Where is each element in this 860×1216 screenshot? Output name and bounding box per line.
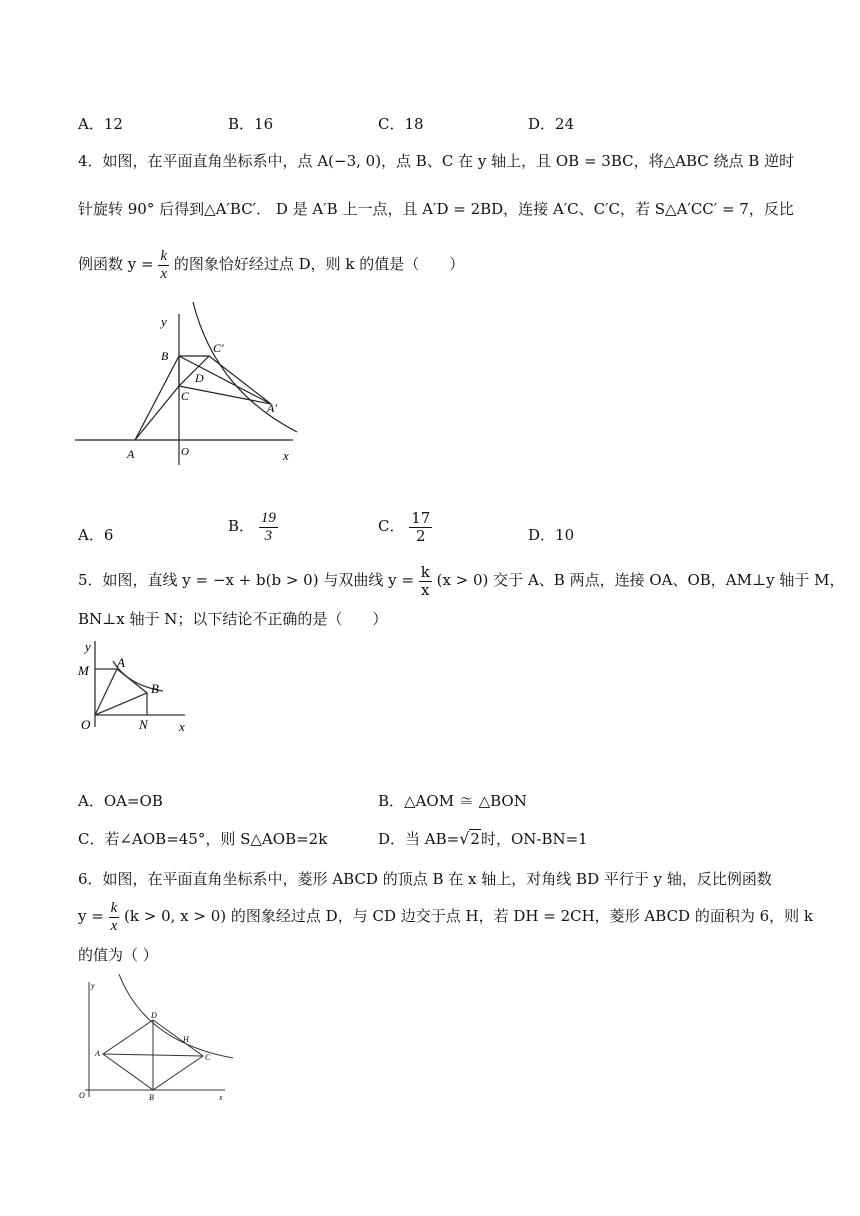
q4-option-d: D．10 bbox=[528, 526, 575, 544]
q5-figure bbox=[75, 635, 195, 735]
q4-hyperbola bbox=[193, 302, 297, 432]
q4-line-1: 4．如图，在平面直角坐标系中，点 A(−3, 0)，点 B、C 在 y 轴上，且 OB = 3BC，将△ABC 绕点 B 逆时 bbox=[78, 152, 795, 170]
q4-label-c: C bbox=[181, 389, 190, 403]
q5-label-x: x bbox=[179, 719, 185, 734]
q5-label-n: N bbox=[139, 717, 148, 732]
q4-option-b-denominator: 3 bbox=[264, 527, 273, 544]
q5-label-a: A bbox=[117, 655, 125, 670]
q5-label-b: B bbox=[151, 681, 159, 696]
q6-label-a: A bbox=[95, 1049, 100, 1058]
q4-line-3 bbox=[78, 248, 464, 282]
q4-fraction-denominator: x bbox=[160, 265, 168, 282]
q5-option-d: D．当 AB=√2时，ON-BN=1 bbox=[378, 829, 588, 848]
q6-line-2: y = $\frac{k}{x}$ (k > 0, x > 0) 的图象经过点 D，与 CD 边交于点 H，若 DH = 2CH，菱形 ABCD 的面积为 6，则 k bbox=[78, 900, 814, 934]
q5-label-y: y bbox=[85, 639, 91, 654]
q6-fraction-numerator: k bbox=[110, 900, 118, 916]
q4-label-o: O bbox=[181, 446, 189, 458]
q6-label-h: H bbox=[183, 1035, 189, 1044]
q4-option-c-numerator: 17 bbox=[411, 509, 431, 527]
q4-label-x: x bbox=[283, 448, 289, 463]
q4-figure bbox=[75, 300, 305, 470]
q3-option-a: A．12 bbox=[78, 115, 123, 133]
q6-label-x: x bbox=[219, 1093, 223, 1102]
q4-fraction bbox=[158, 248, 169, 282]
q4-label-a: A bbox=[127, 447, 135, 461]
q5-fraction-numerator: k bbox=[420, 563, 430, 581]
q4-label-b: B bbox=[161, 349, 169, 363]
q3-option-b: B．16 bbox=[228, 115, 274, 133]
q5-fraction-denominator: x bbox=[421, 580, 430, 599]
q4-option-c: C． $\frac{17}{2}$ bbox=[378, 509, 431, 545]
q6-hyperbola bbox=[119, 974, 233, 1058]
q4-triangle-a-bc bbox=[179, 356, 271, 404]
q5-option-b: B．△AOM ≅ △BON bbox=[378, 792, 527, 810]
q4-segment-c-c bbox=[179, 356, 209, 386]
q6-line-1: 6．如图，在平面直角坐标系中，菱形 ABCD 的顶点 B 在 x 轴上，对角线 BD 平行于 y 轴，反比例函数 bbox=[78, 870, 772, 888]
q4-triangle-abc bbox=[135, 356, 179, 440]
q5-label-o: O bbox=[81, 717, 91, 732]
q5-triangle-aob bbox=[95, 669, 147, 715]
q4-label-y: y bbox=[161, 314, 167, 329]
q5-option-d-radicand: 2 bbox=[470, 830, 480, 848]
q6-label-c: C bbox=[205, 1053, 211, 1062]
q6-line-3: 的值为（ ） bbox=[78, 946, 158, 964]
q4-label-a-prime: A′ bbox=[267, 401, 277, 415]
q4-option-b-numerator: 19 bbox=[260, 510, 276, 526]
q5-label-m: M bbox=[78, 663, 89, 678]
q4-line-2: 针旋转 90° 后得到△A′BC′． D 是 A′B 上一点，且 A′D = 2BD，连接 A′C、C′C，若 S△A′CC′ = 7，反比 bbox=[78, 200, 794, 218]
q4-option-a: A．6 bbox=[78, 526, 114, 544]
q6-fraction-denominator: x bbox=[110, 917, 118, 934]
q5-line-2: BN⊥x 轴于 N；以下结论不正确的是（ ） bbox=[78, 610, 388, 628]
q4-label-d: D bbox=[195, 371, 204, 385]
q5-line-1: 5．如图，直线 y = −x + b(b > 0) 与双曲线 y = $\frac{k}{x}$ (x > 0) 交于 A、B 两点，连接 OA、OB，AM⊥y 轴于 M， bbox=[78, 563, 845, 599]
q6-label-b: B bbox=[149, 1093, 154, 1102]
q4-line-3-post: 的图象恰好经过点 D，则 k 的值是（ ） bbox=[173, 255, 465, 273]
q4-line-3-pre: 例函数 y = bbox=[78, 255, 154, 273]
q3-option-d: D．24 bbox=[528, 115, 575, 133]
q4-label-c-prime: C′ bbox=[213, 341, 224, 355]
q5-option-a: A．OA=OB bbox=[78, 792, 163, 810]
q6-label-d: D bbox=[151, 1011, 157, 1020]
q4-segment-a-c bbox=[179, 386, 271, 404]
q4-option-b: B． $\frac{19}{3}$ bbox=[228, 510, 276, 544]
q6-label-o: O bbox=[79, 1091, 85, 1100]
q5-option-c: C．若∠AOB=45°，则 S△AOB=2k bbox=[78, 830, 328, 848]
q4-fraction-numerator: k bbox=[160, 248, 168, 264]
q4-option-c-denominator: 2 bbox=[416, 526, 426, 545]
q6-label-y: y bbox=[91, 981, 95, 990]
q3-option-c: C．18 bbox=[378, 115, 424, 133]
q6-figure bbox=[75, 972, 245, 1107]
